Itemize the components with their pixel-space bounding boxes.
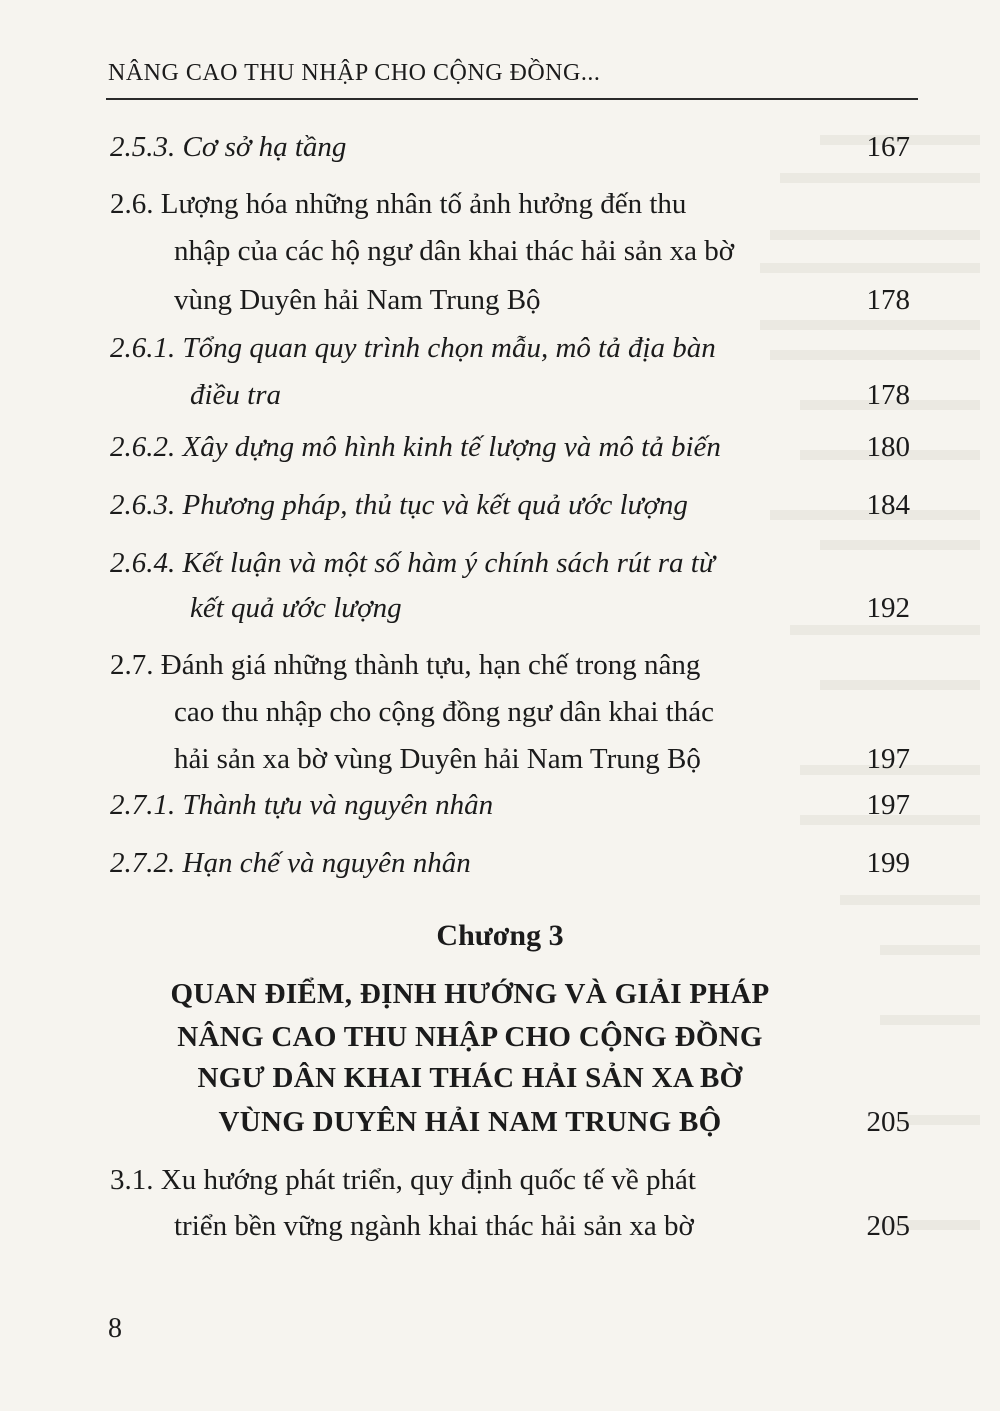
toc-entry-line: nhập của các hộ ngư dân khai thác hải sản xa bờ [174, 235, 735, 267]
toc-entry-line: 2.6.4. Kết luận và một số hàm ý chính sách rút ra từ [110, 547, 715, 579]
toc-entry-line: 3.1. Xu hướng phát triển, quy định quốc tế về phát [110, 1164, 696, 1196]
toc-page-number: 180 [866, 431, 910, 463]
chapter-label: Chương 3 [436, 919, 564, 952]
chapter-title-line: NGƯ DÂN KHAI THÁC HẢI SẢN XA BỜ [197, 1062, 743, 1094]
toc-page-number: 167 [866, 131, 910, 163]
toc-page-number: 178 [866, 284, 910, 316]
toc-page-number: 178 [866, 379, 910, 411]
toc-page-number: 199 [866, 847, 910, 879]
toc-entry-line: cao thu nhập cho cộng đồng ngư dân khai thác [174, 696, 714, 728]
toc-page-number: 197 [866, 743, 910, 775]
toc-page-number: 184 [866, 489, 910, 521]
toc-entry-line: điều tra [190, 379, 282, 411]
chapter-title-line: VÙNG DUYÊN HẢI NAM TRUNG BỘ [218, 1106, 722, 1138]
toc-entry-line: 2.5.3. Cơ sở hạ tầng [110, 131, 347, 163]
toc-entry-line: 2.6. Lượng hóa những nhân tố ảnh hưởng đến thu [110, 188, 687, 220]
chapter-page-number: 205 [866, 1106, 910, 1138]
toc-entry-line: 2.7.2. Hạn chế và nguyên nhân [110, 847, 471, 879]
toc-entry-line: kết quả ước lượng [190, 592, 402, 624]
chapter-title-line: NÂNG CAO THU NHẬP CHO CỘNG ĐỒNG [177, 1021, 763, 1053]
toc-entry-line: vùng Duyên hải Nam Trung Bộ [174, 284, 541, 316]
page-number: 8 [108, 1313, 122, 1344]
toc-page-number: 192 [866, 592, 910, 624]
toc-entry-line: hải sản xa bờ vùng Duyên hải Nam Trung Bộ [174, 743, 701, 775]
toc-entry-line: 2.6.1. Tổng quan quy trình chọn mẫu, mô tả địa bàn [110, 332, 716, 364]
toc-entry-line: 2.6.2. Xây dựng mô hình kinh tế lượng và mô tả biến [110, 431, 721, 463]
toc-entry-line: 2.6.3. Phương pháp, thủ tục và kết quả ước lượng [110, 489, 688, 521]
toc-page-number: 197 [866, 789, 910, 821]
running-header: NÂNG CAO THU NHẬP CHO CỘNG ĐỒNG... [108, 60, 601, 86]
toc-entry-line: triển bền vững ngành khai thác hải sản xa bờ [174, 1210, 694, 1242]
toc-page-number: 205 [866, 1210, 910, 1242]
toc-entry-line: 2.7. Đánh giá những thành tựu, hạn chế trong nâng [110, 649, 701, 681]
chapter-title-line: QUAN ĐIỂM, ĐỊNH HƯỚNG VÀ GIẢI PHÁP [170, 978, 770, 1010]
toc-entry-line: 2.7.1. Thành tựu và nguyên nhân [110, 789, 494, 821]
